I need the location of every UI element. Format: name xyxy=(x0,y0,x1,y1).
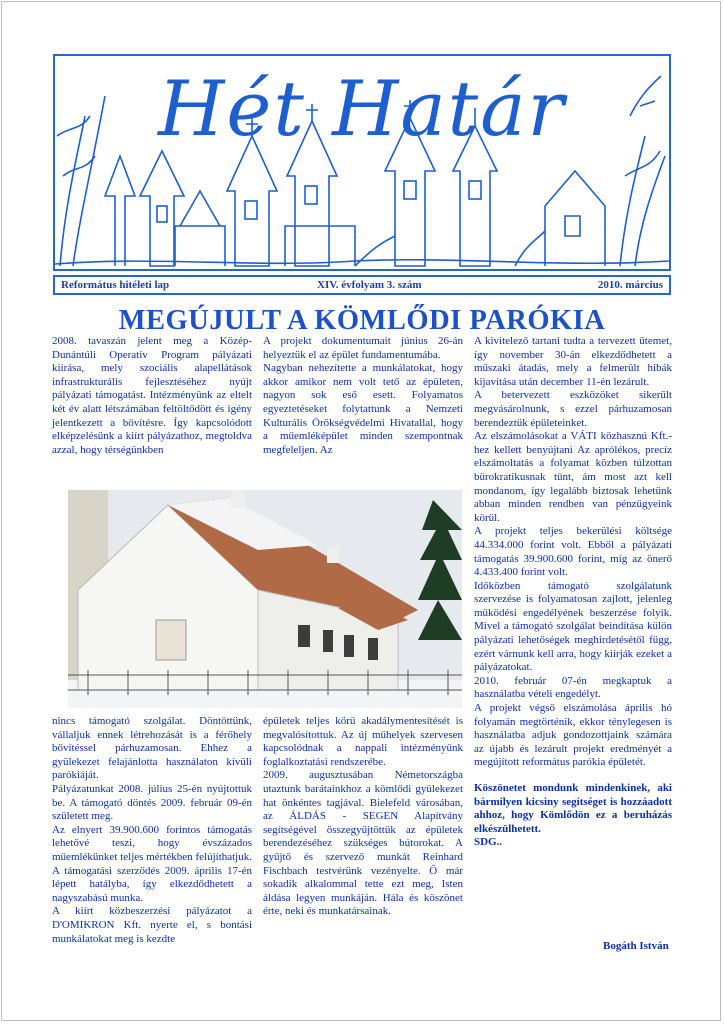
masthead-title: Hét Határ xyxy=(158,64,566,153)
column-2-top xyxy=(263,335,463,457)
thanks-paragraph: Köszönetet mondunk mindenkinek, aki bármilyen kicsiny segítséget is hozzáadott ahhoz, hogy Kömlődön ez a beruházás elkészülhetett. xyxy=(474,782,672,835)
paragraph: A projekt dokumentumait június 26-án helyeztük el az épület fundamentumába. xyxy=(263,335,463,361)
parsonage-photo xyxy=(68,490,462,708)
paragraph: 2008. tavaszán jelent meg a Közép-Dunántúli Operatív Program pályázati kiírása, mely szociális alapellátások infrastrukturális fejlesztéséhez nyújt pályázati támogatást. Intézményünk az eltelt két év alatt létszámában feltöltődött és igény jelentkezett a bővítésre. Így kapcsolódott elképzelésünk a kiírt pályázathoz, megtoldva azzal, hogy térségünkben xyxy=(52,335,252,456)
issue-number: XIV. évfolyam 3. szám xyxy=(317,279,422,291)
paragraph: Az elszámolásokat a VÁTI közhasznú Kft.-hez kellett benyújtani Az aprólékos, precíz elszámoltatás a folyamat közben túlzottan bürokratikusnak tűnt, ám most azt kell mondanom, így legalább biztosak lehetünk abban minden rendben van pénzügyeink körül. xyxy=(474,430,672,524)
paragraph: 2009. augusztusában Németországba utaztunk barátainkhoz a kömlődi gyülekezet hat önkéntes tagjával. Bielefeld városában, az ÁLDÁS - SEGEN Alapítvány segítségével összegyűjtöttük az épületek berendezéséhez szükséges bútorokat. A gyűjtő és szervező munkát Reinhard Fischbach testvérünk vezényelte. Ő már sokadik alkalommal tette ezt meg, Isten áldása legyen munkáján. Hála és köszönet érte, neki és munkatársainak. xyxy=(263,769,463,918)
masthead xyxy=(53,54,671,271)
column-3 xyxy=(474,335,672,850)
paragraph: 2010. február 07-én megkaptuk a használatba vételi engedélyt. xyxy=(474,674,672,701)
column-2-bottom xyxy=(263,715,463,919)
paragraph: A projekt végső elszámolása április hó folyamán megtörténik, ekkor ténylegesen is használatba adjuk gondozottjaink számára az újabb és lezárult projekt eredményét a megújított református parókia épületét. xyxy=(474,702,672,769)
column-1-bottom xyxy=(52,715,252,946)
issue-date: 2010. március xyxy=(597,279,663,291)
publication-subtitle: Református hitéleti lap xyxy=(61,279,170,291)
paragraph: Az elnyert 39.900.600 forintos támogatás lehetővé teszi, hogy évszázados műemlékünket teljes mértékben felújíthatjuk. A támogatási szerződés 2009. április 17-én lépett hatályba, így elkezdődhetett a nagyszabású munka. xyxy=(52,823,252,904)
sdg-note: SDG.. xyxy=(474,836,503,849)
issue-info-bar xyxy=(53,275,671,295)
author-signature: Bogáth István xyxy=(603,940,669,952)
paragraph: nincs támogató szolgálat. Döntöttünk, vállaljuk ennek létrehozását is a férőhely bővítéssel párhuzamosan. Ehhez a gyülekezet felajánlotta használaton kívüli parókiáját. xyxy=(52,715,252,782)
article-headline: MEGÚJULT A KÖMLŐDI PARÓKIA xyxy=(118,305,606,336)
paragraph: Pályázatunkat 2008. július 25-én nyújtottuk be. A támogató döntés 2009. február 09-én született meg. xyxy=(52,782,252,823)
paragraph: A projekt teljes bekerülési költsége 44.334.000 forint volt. Ebből a pályázati támogatás 39.900.600 forint, míg az önerő 4.433.400 forint volt. xyxy=(474,525,672,579)
paragraph: Időközben támogató szolgálatunk szervezése is folyamatosan zajlott, jelenleg működési engedélyének beszerzése folyik. Mivel a támogató szolgálat beindítása külön pályázati lehetőségek meghirdetésétől függ, ezért várnunk kell arra, hogy kiírják ezeket a pályázatokat. xyxy=(474,579,672,674)
paragraph: A betervezett eszközöket sikerült megvásárolnunk, s ezzel párhuzamosan berendeztük épületeinket. xyxy=(474,389,672,429)
column-1-top xyxy=(52,335,252,457)
parsonage-photo-image xyxy=(68,490,462,708)
paragraph: Nagyban nehezítette a munkálatokat, hogy akkor amikor nem volt tető az épületen, nagyon sok eső esett. Folyamatos egyeztetéseket folytattunk a Nemzeti Kulturális Örökségvédelmi Hivatallal, hogy a műemléképület minden szempontnak megfeleljen. Az xyxy=(263,362,463,456)
paragraph: épületek teljes körű akadálymentesítését is megvalósítottuk. Az új műhelyek szervesen kapcsolódnak a nappali intézményünk foglalkoztatási rendszerébe. xyxy=(263,715,463,768)
paragraph: A kiírt közbeszerzési pályázatot a D'OMIKRON Kft. nyerte el, s bontási munkálatokat meg is kezdte xyxy=(52,905,252,945)
paragraph: A kivitelező tartani tudta a tervezett ütemet, így november 30-án elkezdődhetett a műszaki átadás, mely a felmerült hibák kijavítása után december 11-én lezárult. xyxy=(474,335,672,388)
